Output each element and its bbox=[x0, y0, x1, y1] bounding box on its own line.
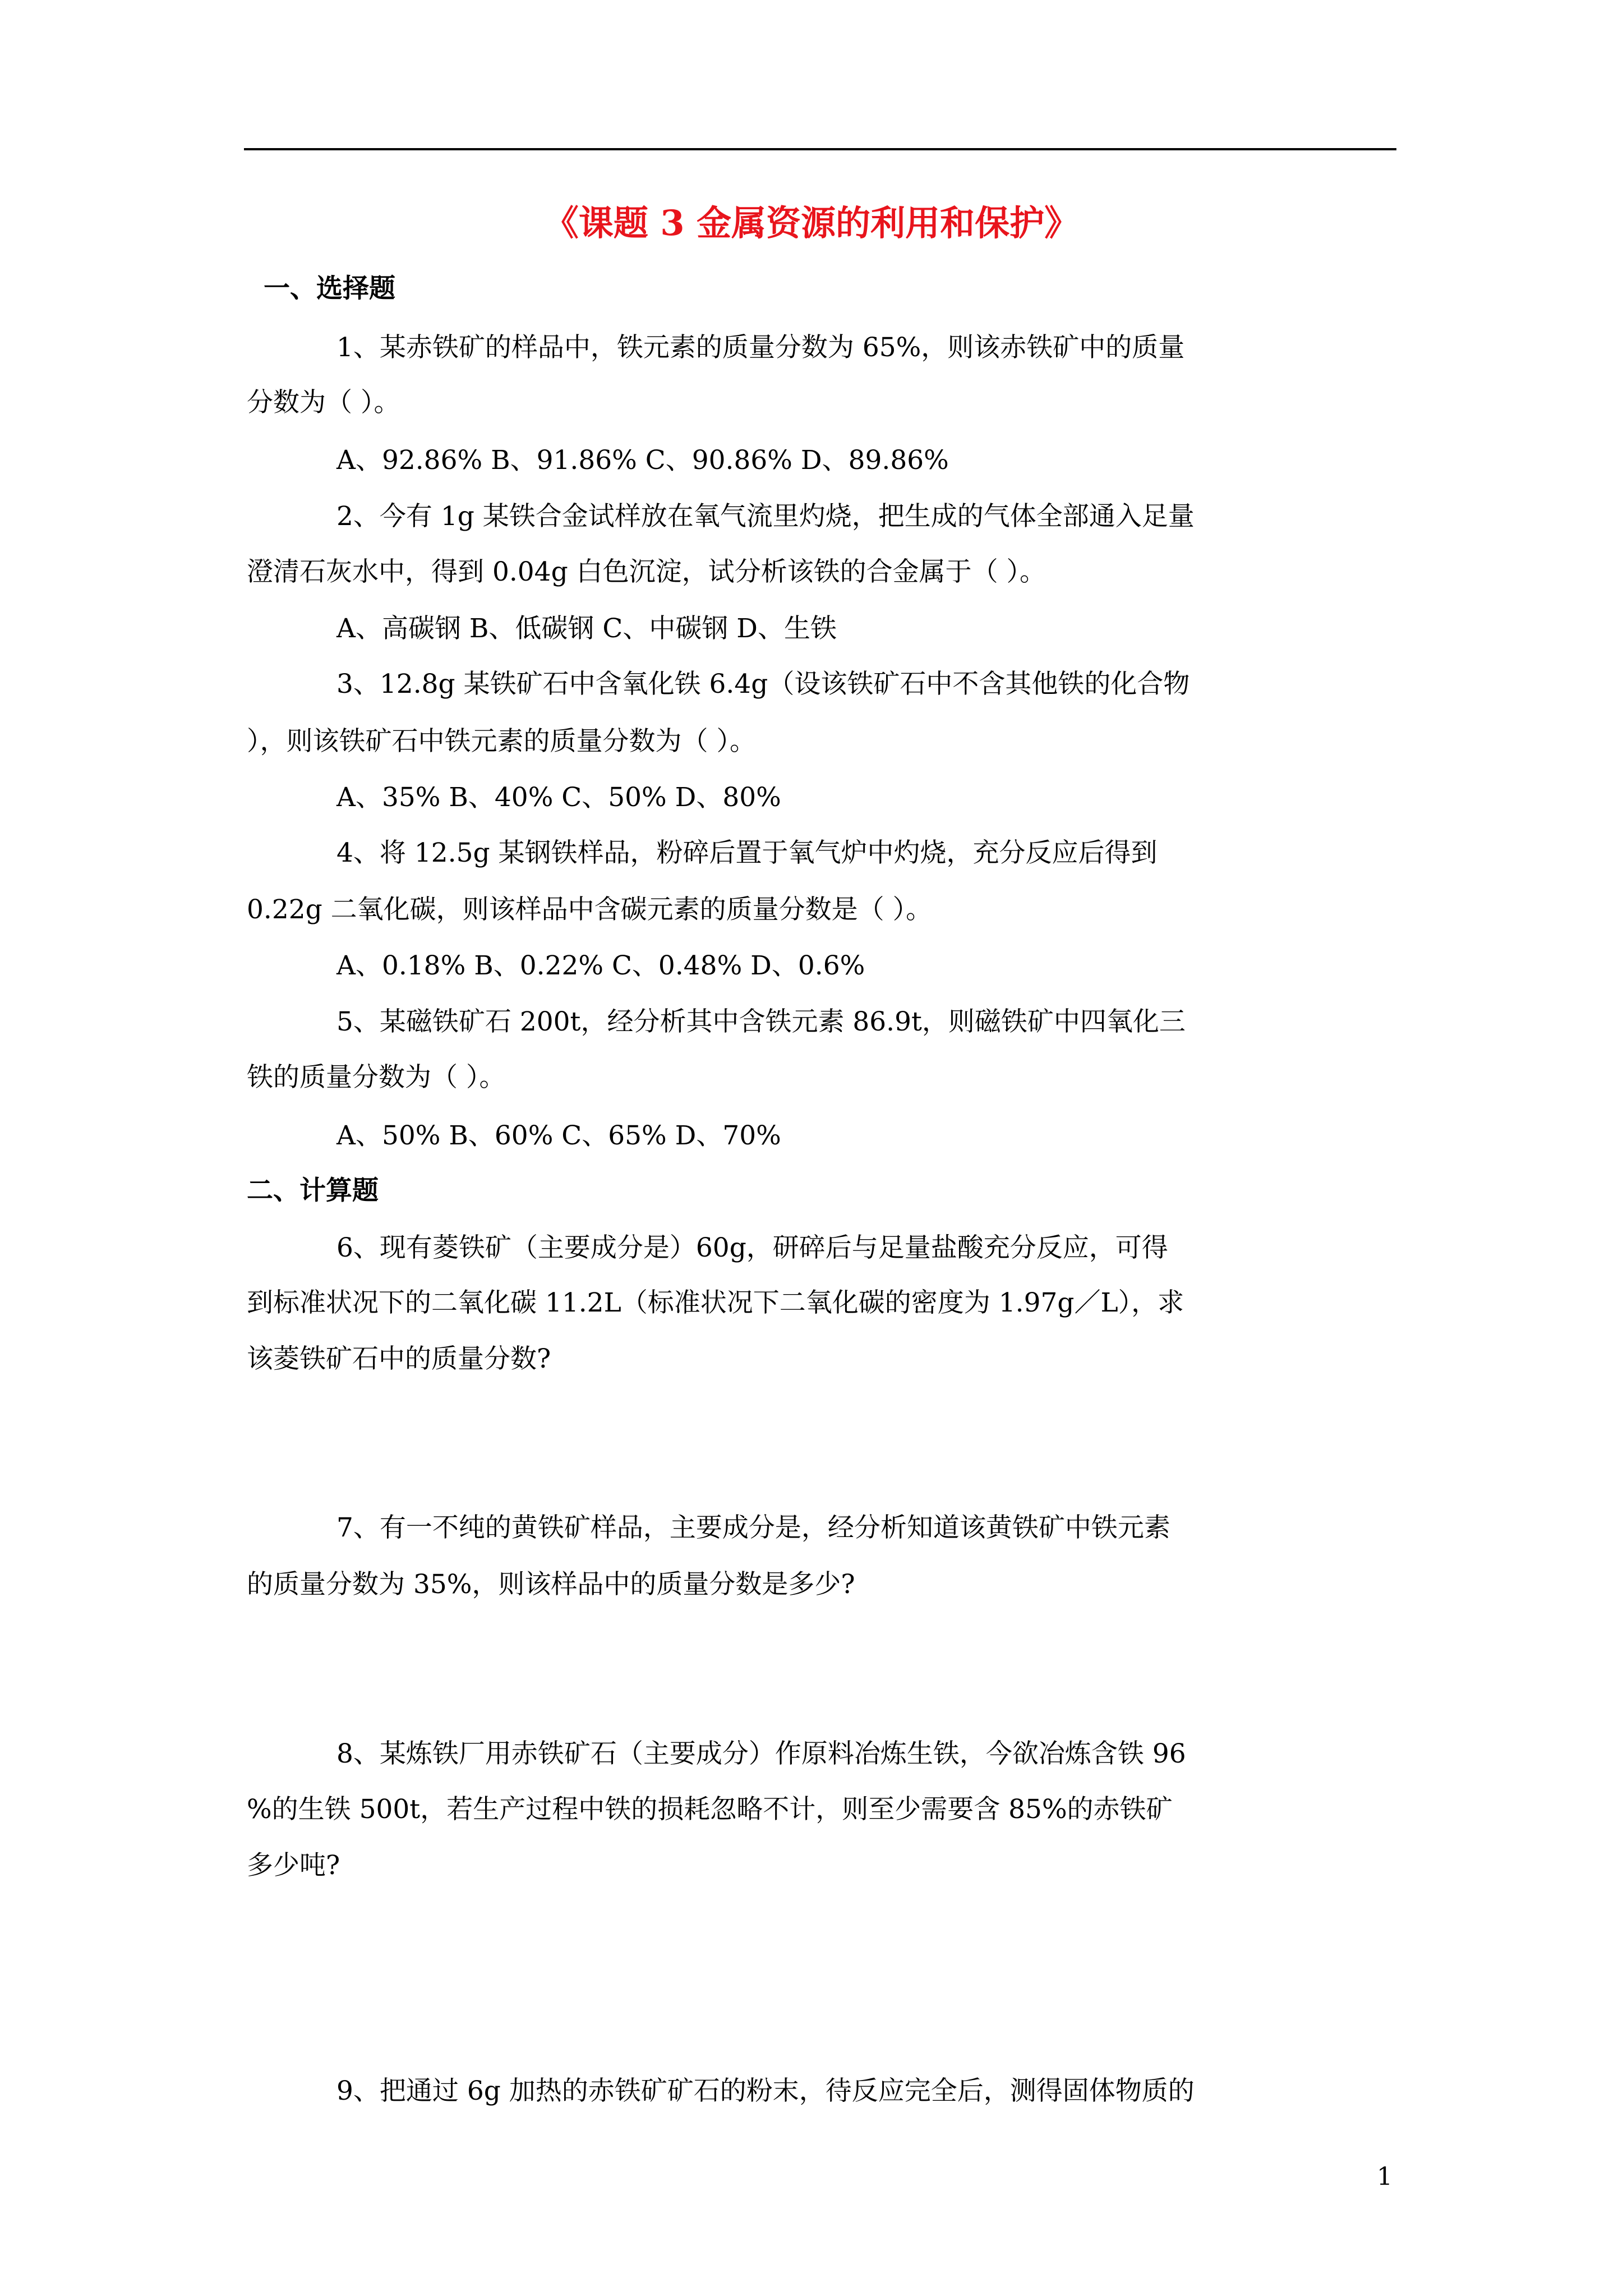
page-number: 1 bbox=[1377, 2162, 1393, 2191]
question-7-line-2: 的质量分数为 35%，则该样品中的质量分数是多少? bbox=[247, 1569, 855, 1600]
question-5-options: A、50% B、60% C、65% D、70% bbox=[336, 1120, 781, 1151]
question-8-line-1: 8、某炼铁厂用赤铁矿石（主要成分）作原料冶炼生铁，今欲冶炼含铁 96 bbox=[336, 1738, 1186, 1769]
question-3-line-1: 3、12.8g 某铁矿石中含氧化铁 6.4g（设该铁矿石中不含其他铁的化合物 bbox=[336, 669, 1190, 700]
question-1-line-1: 1、某赤铁矿的样品中，铁元素的质量分数为 65%，则该赤铁矿中的质量 bbox=[336, 332, 1185, 363]
page-title: 《课题 3 金属资源的利用和保护》 bbox=[543, 203, 1080, 243]
question-2-options: A、高碳钢 B、低碳钢 C、中碳钢 D、生铁 bbox=[336, 613, 837, 644]
question-4-options: A、0.18% B、0.22% C、0.48% D、0.6% bbox=[336, 950, 865, 981]
question-4-line-2: 0.22g 二氧化碳，则该样品中含碳元素的质量分数是（ ）。 bbox=[247, 894, 933, 925]
question-7-line-1: 7、有一不纯的黄铁矿样品，主要成分是，经分析知道该黄铁矿中铁元素 bbox=[336, 1512, 1170, 1543]
question-8-line-3: 多少吨? bbox=[247, 1850, 340, 1881]
header-rule bbox=[244, 148, 1396, 150]
question-5-line-1: 5、某磁铁矿石 200t，经分析其中含铁元素 86.9t，则磁铁矿中四氧化三 bbox=[336, 1006, 1186, 1037]
section-heading-calculation: 二、计算题 bbox=[247, 1175, 379, 1206]
question-1-line-2: 分数为（ ）。 bbox=[247, 387, 400, 418]
question-6-line-1: 6、现有菱铁矿（主要成分是）60g，研碎后与足量盐酸充分反应，可得 bbox=[336, 1232, 1168, 1263]
question-8-line-2: %的生铁 500t，若生产过程中铁的损耗忽略不计，则至少需要含 85%的赤铁矿 bbox=[247, 1794, 1173, 1825]
question-9-line-1: 9、把通过 6g 加热的赤铁矿矿石的粉末，待反应完全后，测得固体物质的 bbox=[336, 2076, 1195, 2106]
question-6-line-2: 到标准状况下的二氧化碳 11.2L（标准状况下二氧化碳的密度为 1.97g／L），求 bbox=[247, 1287, 1184, 1318]
question-3-options: A、35% B、40% C、50% D、80% bbox=[336, 782, 781, 813]
section-heading-choice: 一、选择题 bbox=[264, 273, 395, 304]
question-6-line-3: 该菱铁矿石中的质量分数? bbox=[247, 1343, 551, 1374]
question-2-line-2: 澄清石灰水中，得到 0.04g 白色沉淀，试分析该铁的合金属于（ ）。 bbox=[247, 556, 1046, 587]
question-5-line-2: 铁的质量分数为（ ）。 bbox=[247, 1062, 506, 1093]
question-2-line-1: 2、今有 1g 某铁合金试样放在氧气流里灼烧，把生成的气体全部通入足量 bbox=[336, 501, 1195, 532]
question-1-options: A、92.86% B、91.86% C、90.86% D、89.86% bbox=[336, 445, 949, 476]
question-3-line-2: ），则该铁矿石中铁元素的质量分数为（ ）。 bbox=[247, 726, 756, 757]
question-4-line-1: 4、将 12.5g 某钢铁样品，粉碎后置于氧气炉中灼烧，充分反应后得到 bbox=[336, 838, 1158, 868]
